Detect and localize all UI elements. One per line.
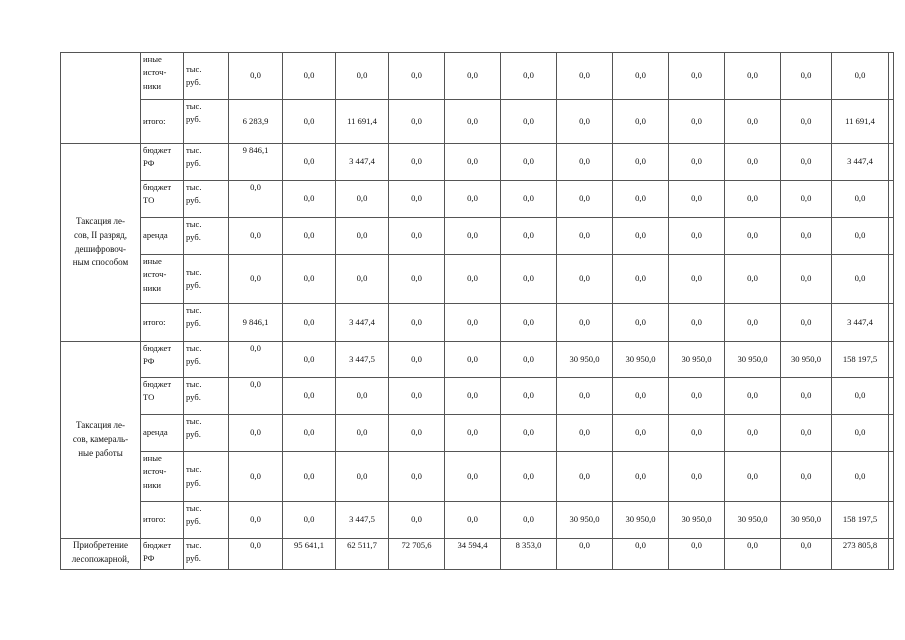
value-cell: 0,0 [501,502,557,539]
value-cell: 0,0 [669,53,725,100]
value-cell: 0,0 [389,452,445,502]
value-cell: 62 511,7 [336,539,389,570]
value-cell: 0,0 [725,181,781,218]
value-cell: 0,0 [445,304,501,342]
value-cell: 0,0 [336,452,389,502]
value-cell: 0,0 [283,181,336,218]
value-cell: 0,0 [389,378,445,415]
text-line: источ- [143,269,167,280]
value-cell: 0,0 [557,181,613,218]
value-cell: 0,0 [832,415,889,452]
value-cell: 0,0 [781,181,832,218]
text-line: итого: [143,115,166,126]
value-cell: 34 594,4 [445,539,501,570]
text-line: ным способом [72,257,129,268]
unit-cell [184,181,229,218]
value-cell: 0,0 [669,539,725,570]
table-row [61,255,894,304]
text-line: итого: [143,514,166,525]
value-cell: 30 950,0 [669,342,725,378]
value-cell: 0,0 [725,255,781,304]
edge-cell [889,415,894,452]
value-cell: 158 197,5 [832,342,889,378]
text-line: тыс. [186,182,202,192]
text-line: бюджет [143,182,172,192]
value-cell: 0,0 [389,100,445,144]
value-cell: 0,0 [669,218,725,255]
value-cell: 0,0 [445,378,501,415]
text-line: Таксация ле- [75,215,126,226]
value-cell: 0,0 [501,255,557,304]
value-cell: 0,0 [725,53,781,100]
text-line: тыс. [186,145,202,155]
budget-table [60,52,894,570]
table-row [61,342,894,378]
value-cell: 0,0 [283,342,336,378]
value-cell: 0,0 [501,181,557,218]
value-cell: 0,0 [445,415,501,452]
value-cell: 0,0 [557,304,613,342]
value-cell: 0,0 [445,342,501,378]
text-line: аренда [143,427,168,438]
unit-cell [184,53,229,100]
value-cell: 0,0 [336,53,389,100]
value-cell: 0,0 [613,304,669,342]
unit-cell [184,415,229,452]
text-line: руб. [186,429,201,440]
value-cell: 30 950,0 [613,342,669,378]
value-cell: 0,0 [389,502,445,539]
value-cell: 0,0 [229,218,283,255]
value-cell: 0,0 [832,255,889,304]
value-cell: 0,0 [669,144,725,181]
value-cell: 0,0 [389,144,445,181]
funding-source-cell [141,144,184,181]
text-line: руб. [186,553,201,564]
value-cell: 0,0 [613,218,669,255]
value-cell: 0,0 [501,378,557,415]
table-row [61,53,894,100]
edge-cell [889,342,894,378]
table-row [61,144,894,181]
value-cell: 0,0 [669,255,725,304]
funding-source-cell [141,539,184,570]
value-cell: 0,0 [781,415,832,452]
event-name-cell [61,539,141,570]
edge-cell [889,100,894,144]
value-cell: 0,0 [781,378,832,415]
value-cell: 0,0 [445,218,501,255]
value-cell: 0,0 [613,53,669,100]
funding-source-cell [141,218,184,255]
value-cell: 9 846,1 [229,144,283,181]
text-line: иные [143,54,162,64]
value-cell: 0,0 [445,100,501,144]
value-cell: 30 950,0 [669,502,725,539]
table-row [61,181,894,218]
unit-cell [184,304,229,342]
value-cell: 273 805,8 [832,539,889,570]
unit-cell [184,255,229,304]
unit-cell [184,502,229,539]
value-cell: 30 950,0 [557,342,613,378]
value-cell: 0,0 [669,452,725,502]
value-cell: 0,0 [389,342,445,378]
value-cell: 0,0 [389,218,445,255]
text-line: ТО [143,392,155,403]
value-cell: 0,0 [557,255,613,304]
value-cell: 0,0 [613,452,669,502]
value-cell: 0,0 [501,452,557,502]
text-line: бюджет [143,540,172,550]
value-cell: 0,0 [445,502,501,539]
text-line: ники [143,80,161,91]
text-line: руб. [186,477,201,488]
edge-cell [889,144,894,181]
value-cell: 0,0 [557,100,613,144]
value-cell: 0,0 [557,378,613,415]
unit-cell [184,452,229,502]
value-cell: 0,0 [725,144,781,181]
value-cell: 0,0 [725,452,781,502]
value-cell: 0,0 [336,181,389,218]
value-cell: 3 447,4 [336,144,389,181]
value-cell: 0,0 [283,415,336,452]
value-cell: 0,0 [501,100,557,144]
funding-source-cell [141,53,184,100]
value-cell: 3 447,5 [336,342,389,378]
text-line: тыс. [186,503,202,513]
value-cell: 0,0 [501,415,557,452]
text-line: РФ [143,553,155,564]
value-cell: 0,0 [557,452,613,502]
value-cell: 0,0 [613,181,669,218]
value-cell: 0,0 [283,502,336,539]
value-cell: 0,0 [336,378,389,415]
text-line: руб. [186,356,201,367]
funding-source-cell [141,378,184,415]
value-cell: 0,0 [669,415,725,452]
value-cell: 0,0 [389,415,445,452]
text-line: руб. [186,232,201,243]
text-line: РФ [143,158,155,169]
value-cell: 8 353,0 [501,539,557,570]
table-row [61,218,894,255]
value-cell: 3 447,4 [336,304,389,342]
value-cell: 0,0 [832,218,889,255]
funding-source-cell [141,502,184,539]
edge-cell [889,53,894,100]
text-line: тыс. [186,219,202,229]
value-cell: 0,0 [832,181,889,218]
value-cell: 30 950,0 [781,502,832,539]
text-line: руб. [186,114,201,125]
value-cell: 0,0 [832,378,889,415]
value-cell: 0,0 [613,539,669,570]
value-cell: 0,0 [613,255,669,304]
table-row [61,502,894,539]
text-line: источ- [143,67,167,78]
edge-cell [889,304,894,342]
text-line: ные работы [78,447,123,458]
value-cell: 0,0 [229,255,283,304]
value-cell: 0,0 [229,181,283,218]
value-cell: 0,0 [501,218,557,255]
value-cell: 0,0 [501,342,557,378]
value-cell: 30 950,0 [725,502,781,539]
value-cell: 0,0 [781,144,832,181]
value-cell: 0,0 [389,53,445,100]
funding-source-cell [141,181,184,218]
text-line: Таксация ле- [75,420,126,431]
value-cell: 0,0 [725,378,781,415]
edge-cell [889,181,894,218]
text-line: ТО [143,195,155,206]
value-cell: 0,0 [557,144,613,181]
value-cell: 30 950,0 [557,502,613,539]
value-cell: 0,0 [445,181,501,218]
value-cell: 0,0 [445,144,501,181]
value-cell: 30 950,0 [725,342,781,378]
text-line: руб. [186,392,201,403]
text-line: Приобретение [73,540,128,550]
value-cell: 0,0 [725,218,781,255]
unit-cell [184,218,229,255]
value-cell: 0,0 [229,502,283,539]
text-line: источ- [143,466,167,477]
value-cell: 0,0 [501,53,557,100]
value-cell: 0,0 [781,539,832,570]
value-cell: 0,0 [557,415,613,452]
edge-cell [889,452,894,502]
value-cell: 0,0 [725,100,781,144]
value-cell: 0,0 [781,255,832,304]
text-line: руб. [186,318,201,329]
value-cell: 30 950,0 [781,342,832,378]
value-cell: 0,0 [501,144,557,181]
text-line: тыс. [186,379,202,389]
text-line: бюджет [143,379,172,389]
value-cell: 0,0 [557,218,613,255]
unit-cell [184,342,229,378]
table-row [61,452,894,502]
value-cell: 0,0 [669,378,725,415]
text-line: бюджет [143,145,172,155]
table-row [61,378,894,415]
event-name-cell [61,144,141,342]
value-cell: 0,0 [613,415,669,452]
edge-cell [889,502,894,539]
text-line: лесопожарной, [71,553,130,564]
table-body [61,53,894,570]
text-line: руб. [186,195,201,206]
value-cell: 0,0 [781,100,832,144]
value-cell: 3 447,5 [336,502,389,539]
text-line: иные [143,256,162,266]
value-cell: 0,0 [229,452,283,502]
value-cell: 11 691,4 [832,100,889,144]
value-cell: 0,0 [283,304,336,342]
value-cell: 6 283,9 [229,100,283,144]
table-row [61,100,894,144]
value-cell: 72 705,6 [389,539,445,570]
value-cell: 95 641,1 [283,539,336,570]
value-cell: 0,0 [557,539,613,570]
text-line: тыс. [186,305,202,315]
value-cell: 0,0 [229,539,283,570]
unit-cell [184,144,229,181]
text-line: иные [143,453,162,463]
value-cell: 0,0 [336,218,389,255]
text-line: сов, камераль- [72,434,129,445]
text-line: итого: [143,316,166,327]
text-line: руб. [186,158,201,169]
funding-source-cell [141,100,184,144]
text-line: руб. [186,516,201,527]
text-line: тыс. [186,464,202,475]
funding-source-cell [141,255,184,304]
value-cell: 0,0 [445,255,501,304]
value-cell: 0,0 [725,539,781,570]
table-row [61,539,894,570]
value-cell: 0,0 [283,452,336,502]
value-cell: 0,0 [669,304,725,342]
text-line: аренда [143,230,168,241]
text-line: ники [143,282,161,293]
value-cell: 0,0 [336,415,389,452]
value-cell: 0,0 [229,53,283,100]
value-cell: 3 447,4 [832,304,889,342]
unit-cell [184,539,229,570]
text-line: тыс. [186,540,202,550]
unit-cell [184,378,229,415]
value-cell: 0,0 [283,53,336,100]
edge-cell [889,378,894,415]
table-row [61,304,894,342]
value-cell: 0,0 [389,181,445,218]
value-cell: 0,0 [283,218,336,255]
value-cell: 0,0 [445,53,501,100]
funding-source-cell [141,342,184,378]
value-cell: 0,0 [229,378,283,415]
value-cell: 0,0 [389,255,445,304]
value-cell: 158 197,5 [832,502,889,539]
value-cell: 0,0 [613,378,669,415]
unit-cell [184,100,229,144]
value-cell: 0,0 [832,452,889,502]
text-line: РФ [143,356,155,367]
value-cell: 0,0 [781,218,832,255]
text-line: руб. [186,77,201,87]
table-row [61,415,894,452]
edge-cell [889,218,894,255]
value-cell: 3 447,4 [832,144,889,181]
value-cell: 0,0 [389,304,445,342]
value-cell: 0,0 [501,304,557,342]
text-line: ники [143,479,161,490]
value-cell: 0,0 [725,415,781,452]
text-line: руб. [186,280,201,290]
event-name-cell [61,342,141,539]
text-line: сов, II разряд, [73,229,127,240]
value-cell: 9 846,1 [229,304,283,342]
funding-source-cell [141,452,184,502]
value-cell: 0,0 [781,53,832,100]
value-cell: 0,0 [781,304,832,342]
funding-source-cell [141,304,184,342]
value-cell: 11 691,4 [336,100,389,144]
value-cell: 0,0 [229,415,283,452]
value-cell: 0,0 [669,100,725,144]
value-cell: 0,0 [832,53,889,100]
value-cell: 0,0 [229,342,283,378]
edge-cell [889,539,894,570]
event-name-cell [61,53,141,144]
value-cell: 0,0 [725,304,781,342]
value-cell: 30 950,0 [613,502,669,539]
text-line: бюджет [143,343,172,353]
text-line: тыс. [186,343,202,353]
value-cell: 0,0 [613,100,669,144]
value-cell: 0,0 [283,100,336,144]
value-cell: 0,0 [613,144,669,181]
text-line: дешифровоч- [74,243,127,254]
value-cell: 0,0 [283,378,336,415]
text-line: тыс. [186,266,202,277]
edge-cell [889,255,894,304]
value-cell: 0,0 [557,53,613,100]
text-line: тыс. [186,63,202,74]
value-cell: 0,0 [445,452,501,502]
value-cell: 0,0 [283,144,336,181]
text-line: тыс. [186,416,202,426]
text-line: тыс. [186,101,202,111]
value-cell: 0,0 [336,255,389,304]
funding-source-cell [141,415,184,452]
value-cell: 0,0 [283,255,336,304]
value-cell: 0,0 [781,452,832,502]
value-cell: 0,0 [669,181,725,218]
